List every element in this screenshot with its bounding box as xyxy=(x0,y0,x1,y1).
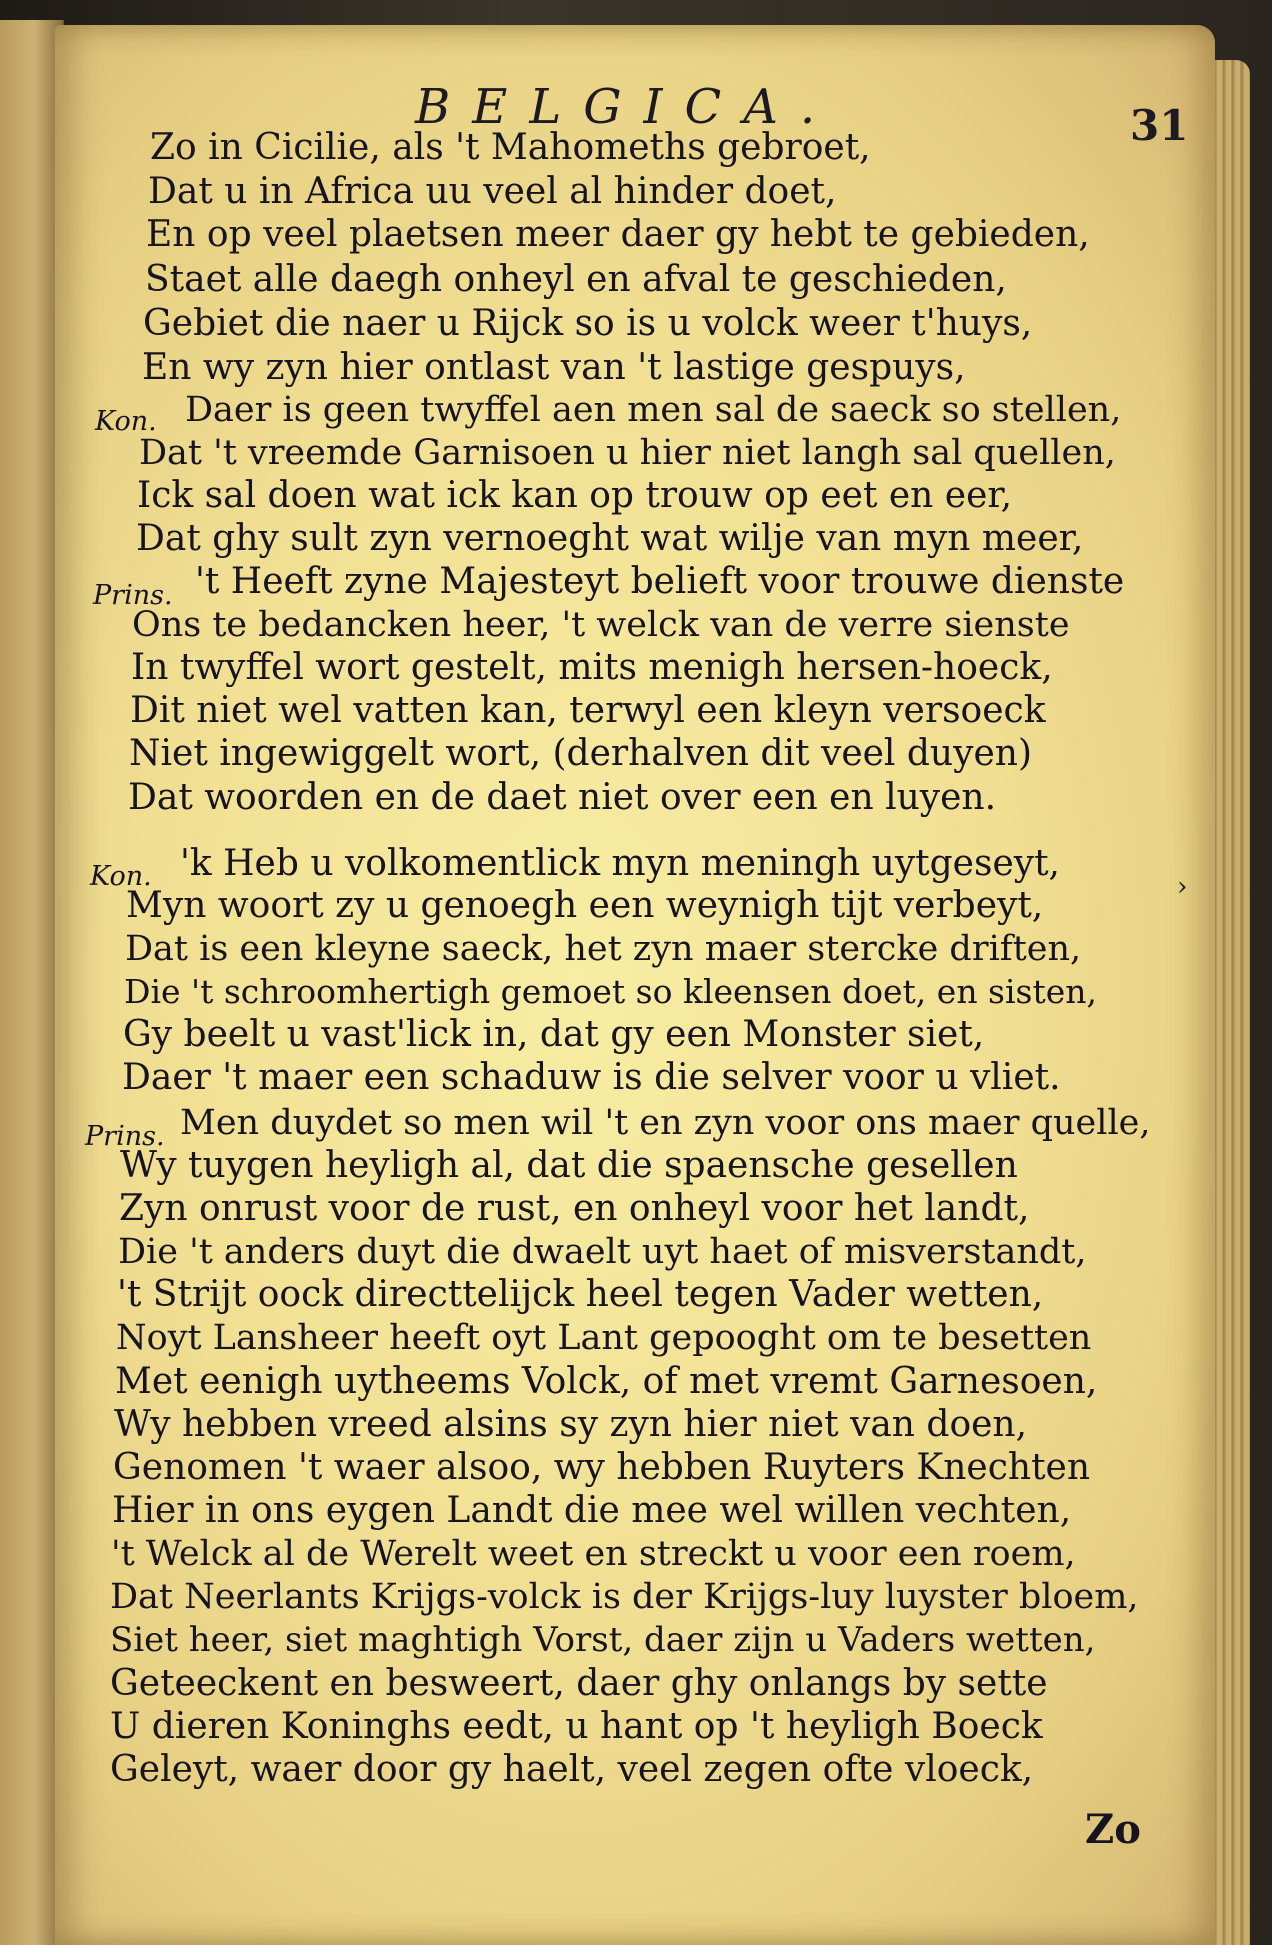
verse-line: Ick sal doen wat ick kan op trouw op eet en eer, xyxy=(137,475,1013,516)
verse-line: Geteeckent en besweert, daer ghy onlangs by sette xyxy=(110,1663,1048,1704)
speaker-label: Prins. xyxy=(93,580,173,611)
verse-line: En op veel plaetsen meer daer gy hebt te gebieden, xyxy=(146,214,1090,255)
running-head: BELGICA. xyxy=(415,79,838,135)
verse-line: Dit niet wel vatten kan, terwyl een kleyn versoeck xyxy=(130,690,1046,731)
speaker-label: Kon. xyxy=(95,406,157,437)
verse-line: Dat u in Africa uu veel al hinder doet, xyxy=(148,171,837,212)
verse-line: Wy tuygen heyligh al, dat die spaensche gesellen xyxy=(120,1145,1018,1186)
verse-line: U dieren Koninghs eedt, u hant op 't heyligh Boeck xyxy=(110,1706,1043,1747)
verse-line: Zyn onrust voor de rust, en onheyl voor het landt, xyxy=(119,1188,1030,1229)
verse-line: Met eenigh uytheems Volck, of met vremt Garnesoen, xyxy=(115,1361,1098,1402)
verse-line: Die 't anders duyt die dwaelt uyt haet of misverstandt, xyxy=(118,1232,1087,1272)
verse-line: 'k Heb u volkomentlick myn meningh uytgeseyt, xyxy=(180,843,1060,884)
verse-line: Wy hebben vreed alsins sy zyn hier niet van doen, xyxy=(114,1404,1028,1445)
verse-line: 't Strijt oock directtelijck heel tegen Vader wetten, xyxy=(117,1274,1044,1315)
verse-line: Daer 't maer een schaduw is die selver voor u vliet. xyxy=(122,1057,1061,1098)
verse-line: Daer is geen twyffel aen men sal de saeck so stellen, xyxy=(185,390,1122,430)
speaker-label: Prins. xyxy=(85,1121,165,1152)
verse-line: Niet ingewiggelt wort, (derhalven dit veel duyen) xyxy=(129,733,1032,774)
verse-line: Geleyt, waer door gy haelt, veel zegen ofte vloeck, xyxy=(110,1749,1034,1790)
verse-line: Gy beelt u vast'lick in, dat gy een Monster siet, xyxy=(123,1014,985,1055)
verse-line: Gebiet die naer u Rijck so is u volck weer t'huys, xyxy=(143,303,1033,344)
verse-line: Dat Neerlants Krijgs-volck is der Krijgs-luy luyster bloem, xyxy=(110,1577,1139,1617)
catchword: Zo xyxy=(1085,1806,1141,1853)
verse-line: Dat is een kleyne saeck, het zyn maer stercke driften, xyxy=(125,929,1082,969)
speaker-label: Kon. xyxy=(90,861,152,892)
verse-line: Hier in ons eygen Landt die mee wel willen vechten, xyxy=(112,1490,1072,1531)
verse-line: Dat ghy sult zyn vernoeght wat wilje van myn meer, xyxy=(136,518,1084,559)
verse-line: Die 't schroomhertigh gemoet so kleensen doet, en sisten, xyxy=(124,972,1098,1011)
verse-line: Genomen 't waer alsoo, wy hebben Ruyters Knechten xyxy=(113,1447,1091,1488)
verse-line: Zo in Cicilie, als 't Mahomeths gebroet, xyxy=(150,127,871,168)
verse-line: Dat 't vreemde Garnisoen u hier niet langh sal quellen, xyxy=(139,433,1116,473)
book-page xyxy=(55,25,1215,1945)
verse-line: 't Heeft zyne Majesteyt belieft voor trouwe dienste xyxy=(195,561,1125,602)
verse-line: En wy zyn hier ontlast van 't lastige gespuys, xyxy=(142,347,966,388)
verse-line: Noyt Lansheer heeft oyt Lant gepooght om te besetten xyxy=(116,1318,1092,1358)
ink-mark: › xyxy=(1177,872,1188,902)
verse-line: Men duydet so men wil 't en zyn voor ons maer quelle, xyxy=(180,1103,1151,1143)
verse-line: Dat woorden en de daet niet over een en luyen. xyxy=(128,777,997,818)
verse-line: 't Welck al de Werelt weet en streckt u voor een roem, xyxy=(111,1534,1076,1574)
verse-line: Ons te bedancken heer, 't welck van de verre sienste xyxy=(132,605,1070,645)
verse-line: In twyffel wort gestelt, mits menigh hersen-hoeck, xyxy=(131,647,1053,688)
verse-line: Staet alle daegh onheyl en afval te geschieden, xyxy=(145,259,1007,300)
page-number: 31 xyxy=(1130,101,1189,150)
verse-line: Siet heer, siet maghtigh Vorst, daer zijn u Vaders wetten, xyxy=(110,1620,1096,1660)
verse-line: Myn woort zy u genoegh een weynigh tijt verbeyt, xyxy=(126,885,1044,926)
